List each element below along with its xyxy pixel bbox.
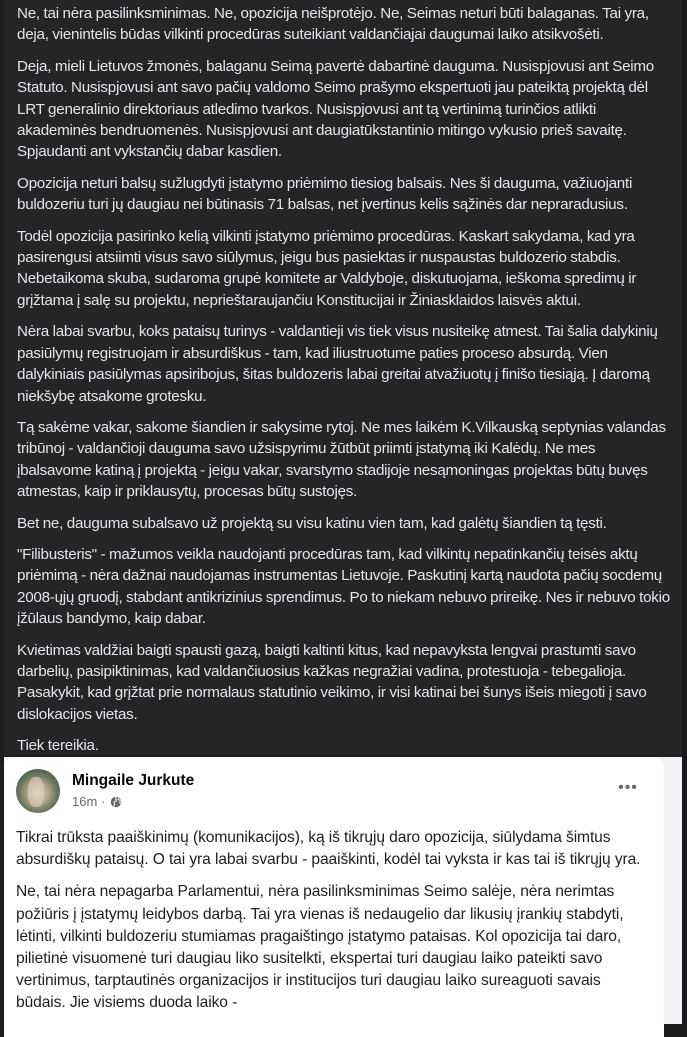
post-paragraph: Ne, tai nėra nepagarba Parlamentui, nėra pasilinksminimas Seimo salėje, nėra nerimtas požiūris į įstatymų leidybos darbą. Tai yra vienas iš nedaugelio dar likusių įrankių stabdyti, lėtinti, vilkinti buldozeriu stumiamas pragaištingo įstatymo pataisas. Kol opozicija tai daro, pilietinė visuomenė turi daugiau liko susitelkti, ekspertai turi daugiau laiko pateikti savo vertinimus, tarptautinės organizacijos ir institucijos turi daugiau laiko sureaguoti savais būdais. Jie visiems duoda laiko - xyxy=(16,883,624,1012)
post-paragraph: Todėl opozicija pasirinko kelią vilkinti įstatymo priėmimo procedūras. Kaskart sakydama, kad yra pasirengusi atsiimti visus savo siūlymus, jeigu bus pasiektas ir nuspaustas buldozerio stabdis. Nebetaikoma skuba, sudaroma grupė komitete ar Valdyboje, diskutuojama, ieškoma spredimų ir grįžtama į salę su projektu, neprieštaraujančiu Konstitucijai ir Žiniasklaidos laisvės aktui. xyxy=(17,227,637,309)
post-paragraph: Tikrai trūksta paaiškinimų (komunikacijos), ką iš tikrųjų daro opozicija, siūlydama šimtus absurdiškų pataisų. O tai yra labai svarbu - paaiškinti, kodėl tai vyksta ir kas tai iš tikrųjų yra. xyxy=(16,829,641,869)
avatar[interactable] xyxy=(16,769,60,813)
more-options-button[interactable]: ••• xyxy=(618,779,638,796)
post-meta xyxy=(72,771,194,811)
globe-icon xyxy=(110,796,122,808)
feed-background xyxy=(4,757,682,1024)
post-subline xyxy=(72,793,194,811)
post-body xyxy=(16,827,652,1015)
post-paragraph: Deja, mieli Lietuvos žmonės, balaganu Seimą pavertė dabartinė dauguma. Nusispjovusi ant Seimo Statuto. Nusispjovusi ant savo pačių valdomo Seimo prašymo ekspertuoti jau pateiktą projektą dėl LRT generalinio direktoriaus atledimo tvarkos. Nusispjovusi ant tą vertinimą turinčios atlikti akademinės bendruomenės. Nusispjovusi ant daugiatūkstantinio mitingo vykusio prieš savaitę. Spjaudanti ant vykstančių dabar kasdien. xyxy=(17,57,655,161)
previous-post-text-panel xyxy=(4,0,682,755)
post-paragraph: Nėra labai svarbu, koks pataisų turinys - valdantieji vis tiek visus nusiteikę atmest. Tai šalia dalykinių pasiūlymų registruojam ir absurdiškus - tam, kad iliustruotume paties proceso absurdą. Vien dalykiniais pasiūlymas apsiribojus, šitas buldozeris labai greitai atvažiuotų į finišo tiesiąją. Į daromą niekšybę atsakome grotesku. xyxy=(17,323,658,405)
separator-dot: · xyxy=(101,794,106,809)
post-header xyxy=(16,768,652,814)
post-card xyxy=(4,757,664,1037)
post-paragraph: Tą sakėme vakar, sakome šiandien ir sakysime rytoj. Ne mes laikėm K.Vilkauską septynias valandas tribūnoj - valdančioji dauguma savo užsispyrimu žūtbūt priimti įstatymą iki Kalėdų. Ne mes įbalsavome katiną į projektą - jeigu vakar, svarstymo stadijoje nesąmoningas projektas būtų buvęs atmestas, kaip ir priklausytų, procesas būtų sustojęs. xyxy=(17,418,666,501)
post-paragraph: Kvietimas valdžiai baigti spausti gazą, baigti kaltinti kitus, kad nepavyksta lengvai prastumti savo darbelių, pasipiktinimas, kad valdančiuosius kažkas negražiai vadina, protestuoja - tebegalioja. Pasakykit, kad grįžtat prie normalaus statutinio veikimo, ir visi katinai bei šunys išeis miegoti į savo dislokacijos vietas. xyxy=(17,641,647,723)
post-paragraph: Ne, tai nėra pasilinksminimas. Ne, opozicija neišprotėjo. Ne, Seimas neturi būti balaganas. Tai yra, deja, vienintelis būdas vilkinti procedūras suteikiant valdančiajai daugumai laiko atsikvošėti. xyxy=(17,5,649,44)
timestamp-link[interactable]: 16m xyxy=(72,794,98,809)
post-paragraph: Opozicija neturi balsų sužlugdyti įstatymo priėmimo tiesiog balsais. Nes ši dauguma, važiuojanti buldozeriu turi jų daugiau nei būtinasis 71 balsas, net įvertinus kelis sąžinės dar nepraradusius. xyxy=(17,174,633,214)
post-paragraph: Bet ne, dauguma subalsavo už projektą su visu katinu vien tam, kad galėtų šiandien tą tęsti. xyxy=(17,514,607,532)
post-paragraph: Tiek tereikia. xyxy=(17,737,99,755)
scrollbar-track[interactable] xyxy=(682,0,687,1024)
author-name-link[interactable]: Mingaile Jurkute xyxy=(72,772,195,789)
post-paragraph: "Filibusteris" - mažumos veikla naudojanti procedūras tam, kad vilkintų nepatinkančių teisės aktų priėmimą - nėra dažnai naudojamas instrumentas Lietuvoje. Paskutinį kartą naudota pačių socdemų 2008-ųjų gruodį, stabdant antikrizinius sprendimus. Po to niekam nebuvo prireikę. Nes ir nebuvo tokio įžūlaus bandymo, kaip dabar. xyxy=(17,545,670,628)
